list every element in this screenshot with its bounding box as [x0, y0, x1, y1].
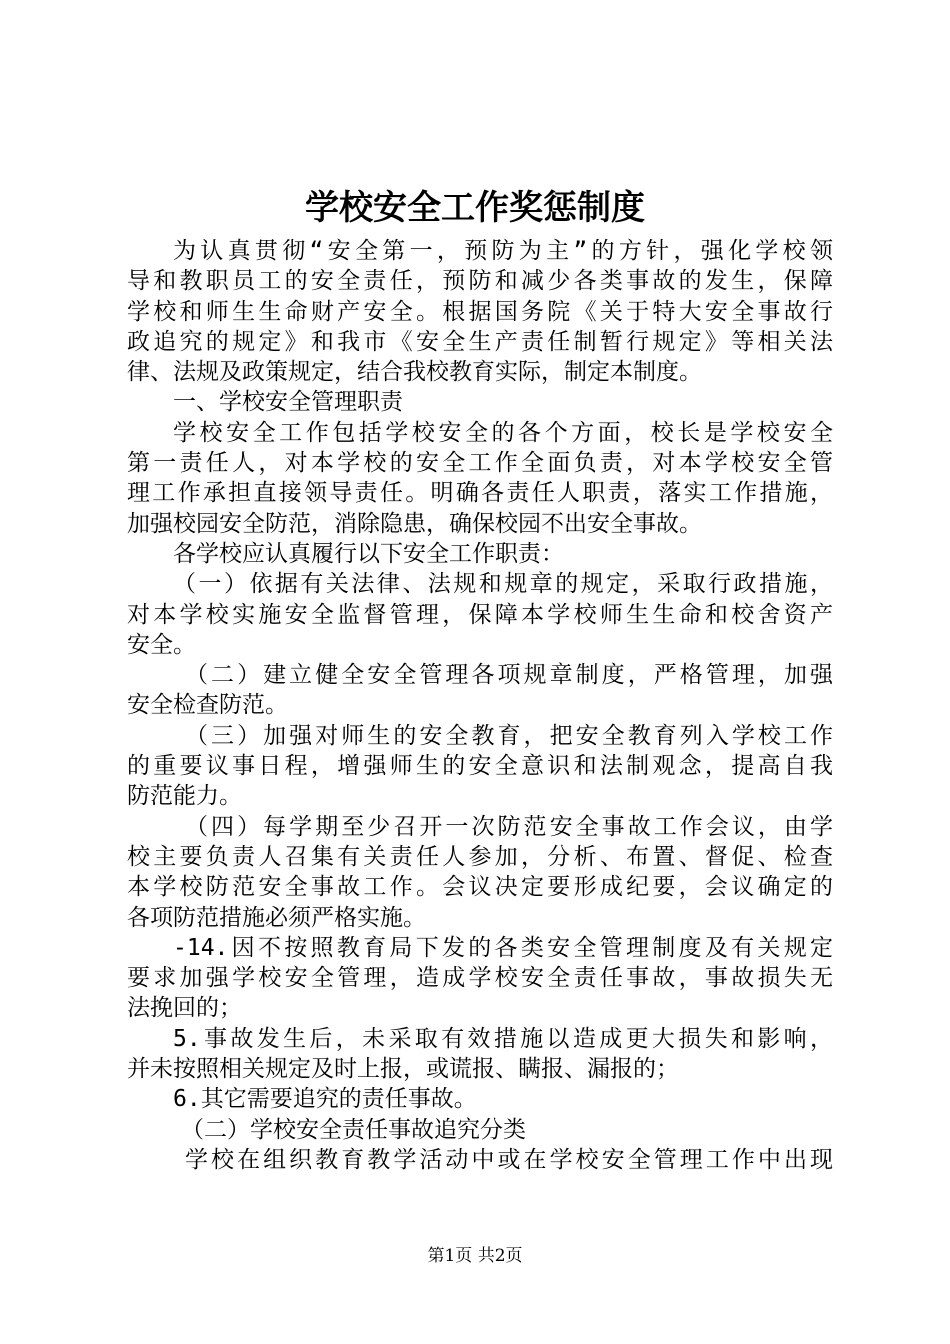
paragraph-line: 校主要负责人召集有关责任人参加，分析、布置、督促、检查	[127, 843, 833, 870]
paragraph-line: 导和教职员工的安全责任，预防和减少各类事故的发生，保障	[127, 268, 833, 295]
document-body	[127, 236, 833, 1175]
section-heading: （二）学校安全责任事故追究分类	[181, 1116, 526, 1143]
paragraph-line: 防范能力。	[127, 783, 242, 810]
paragraph-line: 安全。	[127, 631, 196, 658]
paragraph-line: 本学校防范安全事故工作。会议决定要形成纪要，会议确定的	[127, 874, 833, 901]
paragraph-line: 要求加强学校安全管理，造成学校安全责任事故，事故损失无	[127, 965, 833, 992]
paragraph-line: 并未按照相关规定及时上报，或谎报、瞒报、漏报的；	[127, 1056, 679, 1083]
paragraph-line: 加强校园安全防范，消除隐患，确保校园不出安全事故。	[127, 510, 702, 537]
paragraph-line: 学校在组织教育教学活动中或在学校安全管理工作中出现	[185, 1146, 833, 1173]
paragraph-line: （四）每学期至少召开一次防范安全事故工作会议，由学	[185, 813, 833, 840]
paragraph-line: 各项防范措施必须严格实施。	[127, 904, 426, 931]
paragraph-line: 为认真贯彻“安全第一，预防为主”的方针，强化学校领	[173, 238, 833, 264]
paragraph-line: （一）依据有关法律、法规和规章的规定，采取行政措施，	[173, 571, 833, 598]
paragraph-line: 法挽回的；	[127, 995, 242, 1022]
page-footer: 第1页 共2页	[427, 1246, 523, 1266]
paragraph-line: -14.因不按照教育局下发的各类安全管理制度及有关规定	[173, 934, 833, 961]
paragraph-line: 的重要议事日程，增强师生的安全意识和法制观念，提高自我	[127, 753, 833, 780]
paragraph-line: 学校安全工作包括学校安全的各个方面，校长是学校安全	[173, 419, 833, 446]
paragraph-line: （二）建立健全安全管理各项规章制度，严格管理，加强	[185, 662, 833, 689]
paragraph-line: 各学校应认真履行以下安全工作职责：	[173, 540, 564, 567]
paragraph-line: 第一责任人，对本学校的安全工作全面负责，对本学校安全管	[127, 450, 833, 477]
paragraph-line: 学校和师生生命财产安全。根据国务院《关于特大安全事故行	[127, 298, 833, 325]
section-heading: 一、学校安全管理职责	[173, 389, 403, 416]
paragraph-line: 律、法规及政策规定，结合我校教育实际，制定本制度。	[127, 359, 702, 386]
paragraph-line: （三）加强对师生的安全教育，把安全教育列入学校工作	[185, 722, 833, 749]
paragraph-line: 对本学校实施安全监督管理，保障本学校师生生命和校舍资产	[127, 601, 833, 628]
paragraph-line: 安全检查防范。	[127, 692, 288, 719]
paragraph-line: 政追究的规定》和我市《安全生产责任制暂行规定》等相关法	[127, 328, 833, 355]
paragraph-line: 理工作承担直接领导责任。明确各责任人职责，落实工作措施，	[127, 480, 833, 507]
paragraph-line: 5.事故发生后，未采取有效措施以造成更大损失和影响，	[173, 1025, 833, 1052]
document-title: 学校安全工作奖惩制度	[305, 188, 645, 228]
paragraph-line: 6.其它需要追究的责任事故。	[173, 1086, 477, 1113]
